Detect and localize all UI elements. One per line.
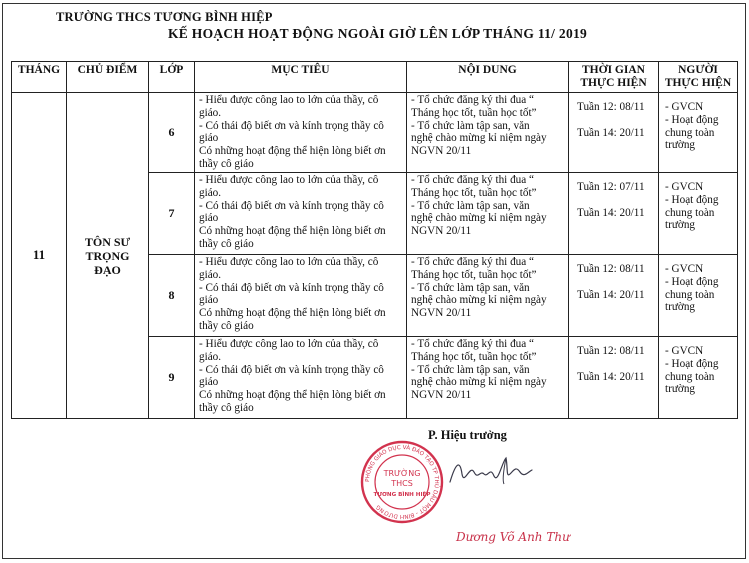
- cell-line: giáo: [199, 132, 219, 145]
- cell-line: - Tổ chức làm tập san, văn: [411, 119, 530, 132]
- cell-line: giáo.: [199, 106, 222, 119]
- col-header-month: THÁNG: [12, 62, 67, 93]
- svg-text:TRƯỜNG: TRƯỜNG: [383, 469, 421, 478]
- cell-line: giáo: [199, 294, 219, 307]
- time-entry: Tuần 14: 20/11: [577, 370, 645, 383]
- cell-line: Có những hoạt động thể hiện lòng biết ơn: [199, 389, 386, 402]
- cell-line: nghệ chào mừng kỉ niệm ngày: [411, 294, 547, 307]
- cell-line: chung toàn: [665, 126, 715, 139]
- cell-line: - Có thái độ biết ơn và kính trọng thầy cô: [199, 199, 384, 212]
- cell-line: - Tổ chức làm tập san, văn: [411, 281, 530, 294]
- school-seal-stamp: [360, 440, 444, 524]
- person-cell: [659, 337, 738, 419]
- cell-line: giáo.: [199, 350, 222, 363]
- cell-line: giáo: [199, 376, 219, 389]
- cell-line: thầy cô giáo: [199, 157, 254, 170]
- cell-line: trường: [665, 139, 696, 152]
- cell-line: - Hiểu được công lao to lớn của thầy, cô: [199, 94, 379, 106]
- time-cell: [569, 93, 659, 173]
- person-cell: [659, 93, 738, 173]
- cell-line: - Hoạt động: [665, 357, 719, 370]
- col-header-time: THỜI GIAN THỰC HIỆN: [569, 62, 659, 93]
- table-row: [12, 93, 738, 173]
- cell-line: - Hiểu được công lao to lớn của thầy, cô: [199, 338, 379, 350]
- cell-line: - Tổ chức đăng ký thi đua “: [411, 94, 534, 106]
- svg-text:TƯƠNG BÌNH HIỆP: TƯƠNG BÌNH HIỆP: [373, 492, 431, 498]
- activity-plan-table: [11, 61, 738, 419]
- cell-line: - Tổ chức đăng ký thi đua “: [411, 174, 534, 186]
- cell-line: - GVCN: [665, 345, 704, 357]
- handwritten-signature: [446, 452, 536, 492]
- time-entry: Tuần 12: 08/11: [577, 263, 645, 275]
- cell-line: Có những hoạt động thể hiện lòng biết ơn: [199, 225, 386, 238]
- cell-line: nghệ chào mừng kỉ niệm ngày: [411, 376, 547, 389]
- time-cell: [569, 337, 659, 419]
- col-header-goal: MỤC TIÊU: [195, 62, 407, 93]
- col-header-person: NGƯỜI THỰC HIỆN: [659, 62, 738, 93]
- svg-text:THCS: THCS: [391, 479, 413, 488]
- grade-cell: 7: [149, 173, 195, 255]
- time-entry: Tuần 12: 07/11: [577, 181, 645, 193]
- col-header-content: NỘI DUNG: [407, 62, 569, 93]
- plan-title: KẾ HOẠCH HOẠT ĐỘNG NGOÀI GIỜ LÊN LỚP THÁNG 11/ 2019: [168, 26, 588, 41]
- content-cell: [407, 337, 569, 419]
- cell-line: - Có thái độ biết ơn và kính trọng thầy cô: [199, 119, 384, 132]
- cell-line: nghệ chào mừng kỉ niệm ngày: [411, 132, 547, 145]
- cell-line: - Tổ chức làm tập san, văn: [411, 199, 530, 212]
- signer-role: P. Hiệu trưởng: [428, 428, 507, 442]
- cell-line: chung toàn: [665, 288, 715, 301]
- time-cell: [569, 173, 659, 255]
- cell-line: - GVCN: [665, 263, 704, 275]
- cell-line: Tháng học tốt, tuần học tốt”: [411, 350, 537, 363]
- content-cell: [407, 173, 569, 255]
- time-entry: Tuần 14: 20/11: [577, 126, 645, 139]
- goal-cell: [195, 255, 407, 337]
- cell-line: NGVN 20/11: [411, 307, 472, 320]
- cell-line: - Hoạt động: [665, 193, 719, 206]
- time-entry: Tuần 12: 08/11: [577, 101, 645, 113]
- cell-line: giáo: [199, 212, 219, 225]
- cell-line: trường: [665, 383, 696, 396]
- cell-line: Tháng học tốt, tuần học tốt”: [411, 106, 537, 119]
- grade-cell: 6: [149, 93, 195, 173]
- cell-line: Tháng học tốt, tuần học tốt”: [411, 186, 537, 199]
- cell-line: - Tổ chức đăng ký thi đua “: [411, 338, 534, 350]
- cell-line: - Có thái độ biết ơn và kính trọng thầy cô: [199, 281, 384, 294]
- cell-line: Tháng học tốt, tuần học tốt”: [411, 268, 537, 281]
- content-cell: [407, 255, 569, 337]
- goal-cell: [195, 337, 407, 419]
- cell-line: Có những hoạt động thể hiện lòng biết ơn: [199, 307, 386, 320]
- cell-line: NGVN 20/11: [411, 389, 472, 402]
- cell-line: - GVCN: [665, 181, 704, 193]
- content-cell: [407, 93, 569, 173]
- cell-line: Có những hoạt động thể hiện lòng biết ơn: [199, 145, 386, 158]
- cell-line: thầy cô giáo: [199, 237, 254, 250]
- svg-text:PHÒNG GIÁO DỤC VÀ ĐÀO TẠO TP T: PHÒNG GIÁO DỤC VÀ ĐÀO TẠO TP THỦ DẦU MỘT - BÌNH DƯƠNG: [364, 444, 440, 520]
- cell-line: - GVCN: [665, 101, 704, 113]
- cell-line: chung toàn: [665, 206, 715, 219]
- cell-line: - Hiểu được công lao to lớn của thầy, cô: [199, 256, 379, 268]
- cell-line: - Có thái độ biết ơn và kính trọng thầy cô: [199, 363, 384, 376]
- time-entry: Tuần 14: 20/11: [577, 206, 645, 219]
- cell-line: - Tổ chức đăng ký thi đua “: [411, 256, 534, 268]
- school-name: TRƯỜNG THCS TƯƠNG BÌNH HIỆP: [56, 10, 273, 24]
- cell-line: - Hiểu được công lao to lớn của thầy, cô: [199, 174, 379, 186]
- cell-line: trường: [665, 301, 696, 314]
- grade-cell: 9: [149, 337, 195, 419]
- cell-line: chung toàn: [665, 370, 715, 383]
- col-header-topic: CHỦ ĐIỂM: [67, 62, 149, 93]
- month-cell: 11: [12, 93, 67, 419]
- time-entry: Tuần 14: 20/11: [577, 288, 645, 301]
- col-header-grade: LỚP: [149, 62, 195, 93]
- time-cell: [569, 255, 659, 337]
- cell-line: NGVN 20/11: [411, 225, 472, 238]
- signer-name: Dương Võ Anh Thư: [456, 530, 570, 544]
- grade-cell: 8: [149, 255, 195, 337]
- time-entry: Tuần 12: 08/11: [577, 345, 645, 357]
- topic-cell: TÔN SƯ TRỌNG ĐẠO: [67, 93, 149, 419]
- cell-line: - Tổ chức làm tập san, văn: [411, 363, 530, 376]
- goal-cell: [195, 93, 407, 173]
- person-cell: [659, 255, 738, 337]
- cell-line: giáo.: [199, 268, 222, 281]
- cell-line: - Hoạt động: [665, 113, 719, 126]
- cell-line: NGVN 20/11: [411, 145, 472, 158]
- goal-cell: [195, 173, 407, 255]
- cell-line: thầy cô giáo: [199, 319, 254, 332]
- table-header-row: [12, 62, 738, 93]
- cell-line: nghệ chào mừng kỉ niệm ngày: [411, 212, 547, 225]
- person-cell: [659, 173, 738, 255]
- cell-line: trường: [665, 219, 696, 232]
- cell-line: thầy cô giáo: [199, 401, 254, 414]
- cell-line: giáo.: [199, 186, 222, 199]
- cell-line: - Hoạt động: [665, 275, 719, 288]
